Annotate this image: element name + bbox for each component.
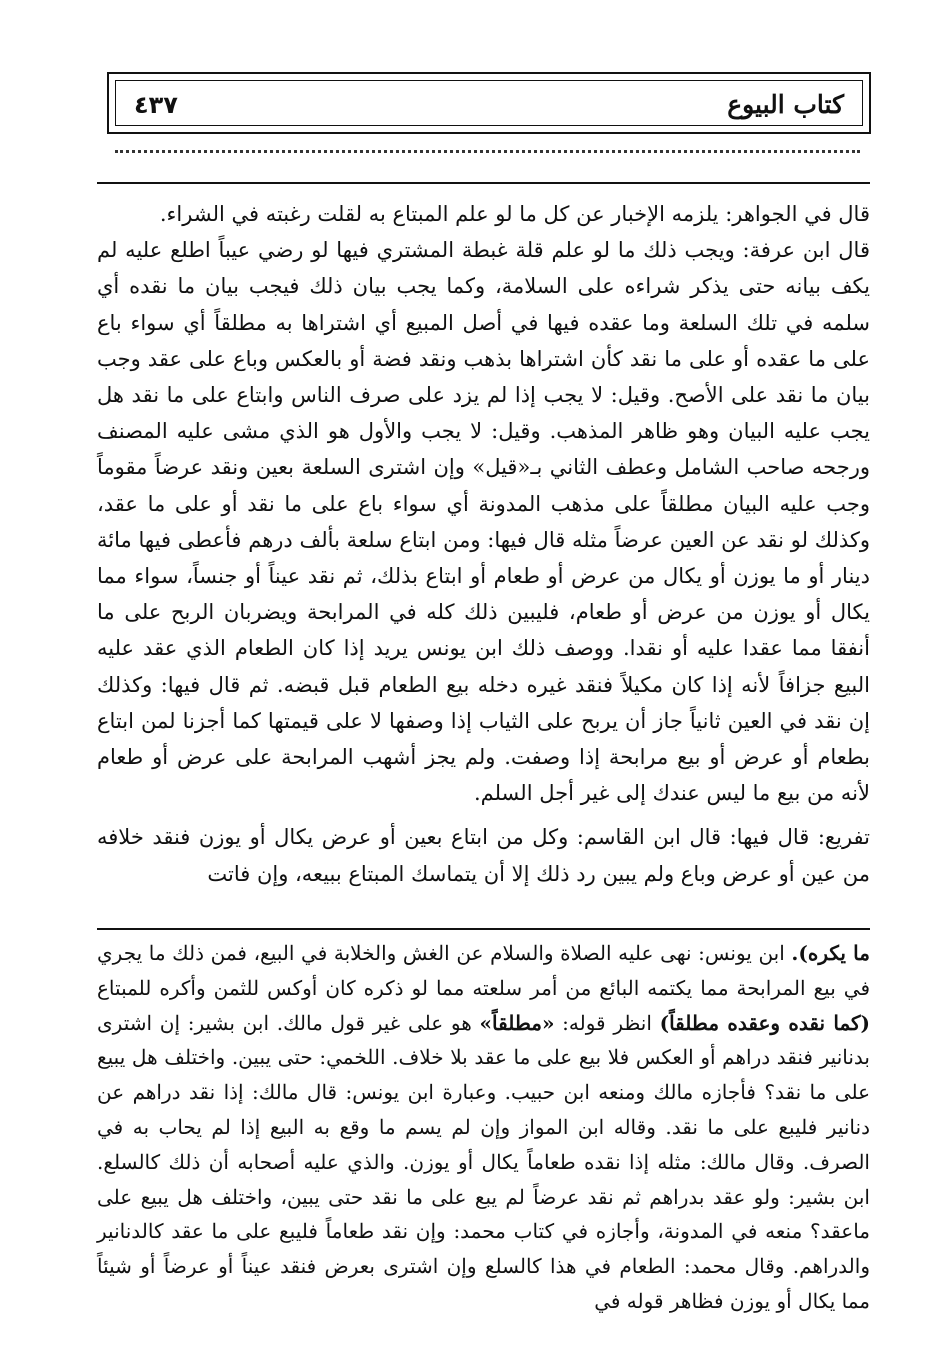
top-rule — [97, 182, 870, 184]
main-text — [97, 196, 870, 921]
dotted-separator — [115, 150, 860, 155]
main-paragraph-3: تفريع: قال فيها: قال ابن القاسم: وكل من ابتاع بعين أو عرض يكال أو يوزن فنقد خلافه من عين أو عرض وباع ولم يبين رد ذلك إلا أن يتماسك المبتاع ببيعه، وإن فاتت — [97, 825, 870, 886]
footnote-part-1: ابن يونس: نهى عليه الصلاة والسلام عن الغش والخلابة في البيع، فمن ذلك ما يجري في بيع المرابحة مما يكتمه البائع من أمر سلعته مما لو ذكره كان أوكس للثمن وأكره للمبتاع — [97, 941, 870, 1000]
footnote-rule — [97, 928, 870, 930]
main-paragraph-2: قال ابن عرفة: ويجب ذلك ما لو علم قلة غبطة المشتري فيها لو رضي عيباً اطلع عليه لم يكف بيانه حتى يذكر شراءه على السلامة، وكما يجب بيان ذلك فيجب بيان ما نقده أي سلمه في تلك السلعة وما عقده فيها في أصل المبيع أي اشتراها به مطلقاً أي سواء باع على ما عقده أو على ما نقد كأن اشتراها بذهب ونقد فضة أو بالعكس وباع على عقد وجب بيان ما نقد على الأصح. وقيل: لا يجب إذا لم يزد على صرف الناس وابتاع على ما نقد هل يجب عليه البيان وهو ظاهر المذهب. وقيل: لا يجب والأول هو الذي مشى عليه المصنف ورجحه صاحب الشامل وعطف الثاني بـ«قيل» وإن اشترى السلعة بعين ونقد عرضاً مقوماً وجب عليه البيان مطلقاً على مذهب المدونة أي سواء باع على ما نقد أو على ما عقد، وكذلك لو نقد عن العين عرضاً مثله قال فيها: ومن ابتاع سلعة بألف درهم فأعطى فيها مائة دينار أو ما يوزن أو يكال من عرض أو طعام أو ابتاع بذلك، ثم نقد عيناً أو جنساً، سواء مما يكال أو يوزن من عرض أو طعام، فليبين ذلك كله في المرابحة ويضربان الربح على ما أنفقا مما عقدا عليه أو نقدا. ووصف ذلك ابن يونس يريد إذا كان الطعام الذي عقد عليه البيع جزافاً لأنه إذا كان مكيلاً فنقد غيره دخله بيع الطعام قبل قبضه. ثم قال فيها: وكذلك إن نقد في العين ثانياً جاز أن يربح على الثياب إذا وصفها لا على قيمتها كما أجزنا لمن ابتاع بطعام أو عرض أو بيع مرابحة إذا وصفت. ولم يجز أشهب المرابحة على عرض أو طعام لأنه من بيع ما ليس عندك إلى غير أجل السلم. — [97, 238, 870, 806]
page-number: ٤٣٧ — [134, 91, 178, 119]
footnote-quote-2: «مطلقاً» — [479, 1010, 555, 1035]
footnote-text — [97, 936, 870, 1356]
page-header — [107, 72, 871, 134]
footnote-part-3: هو على غير قول مالك. ابن بشير: إن اشترى بدنانير فنقد دراهم أو العكس فلا بيع على ما عقد بلا خلاف. اللخمي: حتى يبين. واختلف هل يبيع على ما نقد؟ فأجازه مالك ومنعه ابن حبيب. وعبارة ابن يونس: قال مالك: إذا نقد دراهم عن دنانير فليبع على ما نقد. وقاله ابن المواز وإن لم يسم ما وقع به البيع إذا لم يحاب به في الصرف. وقال مالك: مثله إذا نقده طعاماً يكال أو يوزن. والذي عليه أصحابه أن ذلك كالسلع. ابن بشير: ولو عقد بدراهم ثم نقد عرضاً لم يبع على ما نقد حتى يبين، واختلف هل يبيع على ماعقد؟ منعه في المدونة، وأجازه في كتاب محمد: وإن نقد طعاماً فليبع على ما عقد كالدنانير والدراهم. وقال محمد: الطعام في هذا كالسلع وإن اشترى بعرض فنقد عيناً أو عرضاً أو شيئاً مما يكال أو يوزن فظاهر قوله في — [97, 1010, 870, 1313]
footnote-quote-1: (كما نقده وعقده مطلقاً) — [659, 1010, 870, 1035]
main-paragraph-1: قال في الجواهر: يلزمه الإخبار عن كل ما لو علم المبتاع به لقلت رغبته في الشراء. — [159, 202, 870, 226]
footnote-part-2: انظر قوله: — [554, 1010, 660, 1035]
footnote-paragraph — [97, 936, 870, 1319]
header-inner-frame — [115, 80, 863, 126]
book-title: كتاب البيوع — [727, 90, 844, 119]
footnote-lead: ما يكره). — [791, 941, 870, 965]
